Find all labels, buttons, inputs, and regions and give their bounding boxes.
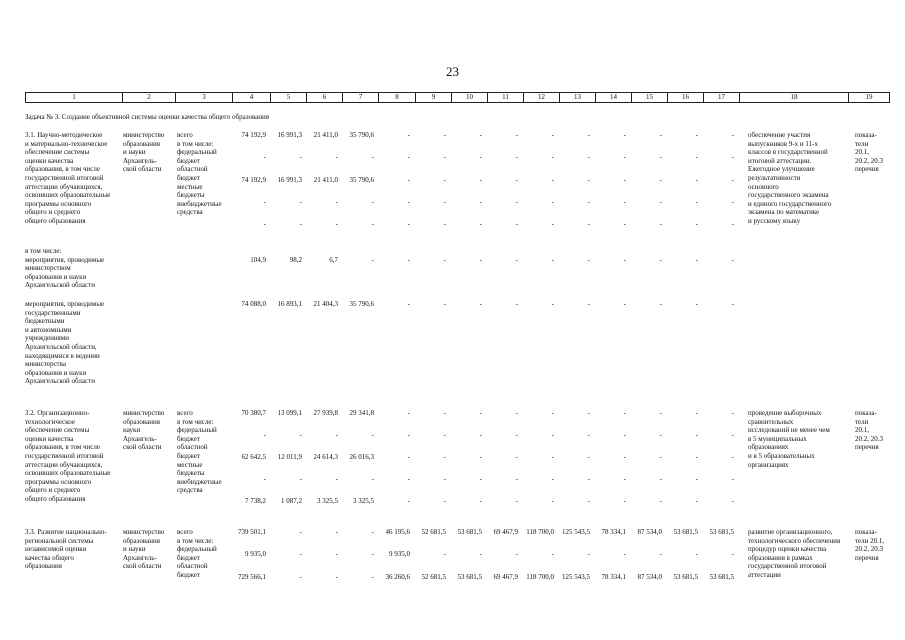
- value-cell: -: [551, 256, 554, 264]
- value-cell: -: [443, 153, 446, 161]
- value-cell: -: [299, 198, 302, 206]
- value-cell: -: [695, 176, 698, 184]
- column-number: 14: [596, 93, 632, 103]
- value-cell: 24 614,3: [313, 453, 338, 461]
- s32-indicator: показа- тели 20.1, 20.2, 20.3 перечня: [855, 409, 883, 452]
- value-cell: -: [263, 475, 266, 483]
- value-cell: -: [731, 131, 734, 139]
- value-cell: -: [695, 453, 698, 461]
- value-cell: 729 566,1: [238, 573, 266, 581]
- s31-sources: всего в том числе: федеральный бюджет областной бюджет местные бюджеты внебюджетные средства: [177, 131, 222, 217]
- column-number: 2: [123, 93, 176, 103]
- value-cell: 87 534,0: [637, 528, 662, 536]
- value-cell: -: [551, 475, 554, 483]
- value-cell: -: [515, 131, 518, 139]
- s32-name: 3.2. Организационно- технологическое обеспечение системы оценки качества образования, в том числе государственной итоговой аттестации обучающихся, освоивших образовательные программы основного общего и среднего общего образования: [25, 409, 111, 503]
- value-cell: 29 341,8: [349, 409, 374, 417]
- value-cell: -: [443, 453, 446, 461]
- value-cell: 118 700,0: [526, 573, 554, 581]
- value-cell: 3 325,5: [317, 497, 338, 505]
- value-cell: -: [587, 431, 590, 439]
- value-cell: -: [695, 131, 698, 139]
- value-cell: 3 325,5: [353, 497, 374, 505]
- s31-inst-label: мероприятия, проводимые государственными бюджетными и автономными учреждениями Архангельской области, находящимися в ведении министерства образования и науки Архангельской области: [25, 300, 105, 386]
- column-number: 3: [176, 93, 233, 103]
- column-number: 13: [560, 93, 596, 103]
- value-cell: -: [479, 497, 482, 505]
- value-cell: -: [587, 256, 590, 264]
- column-number: 8: [379, 93, 416, 103]
- s31-indicator: показа- тели 20.1, 20.2, 20.3 перечня: [855, 131, 883, 174]
- value-cell: 35 790,6: [349, 176, 374, 184]
- value-cell: -: [623, 431, 626, 439]
- value-cell: -: [587, 198, 590, 206]
- value-cell: 74 192,9: [241, 176, 266, 184]
- value-cell: -: [515, 176, 518, 184]
- value-cell: -: [659, 220, 662, 228]
- value-cell: -: [443, 176, 446, 184]
- value-cell: 739 501,1: [238, 528, 266, 536]
- value-cell: -: [515, 153, 518, 161]
- value-cell: -: [551, 550, 554, 558]
- value-cell: -: [407, 431, 410, 439]
- value-cell: 35 790,6: [349, 300, 374, 308]
- value-cell: 69 467,9: [493, 528, 518, 536]
- value-cell: -: [731, 431, 734, 439]
- value-cell: -: [371, 573, 374, 581]
- value-cell: -: [587, 300, 590, 308]
- value-cell: -: [623, 176, 626, 184]
- value-cell: -: [659, 300, 662, 308]
- value-cell: -: [443, 550, 446, 558]
- value-cell: -: [299, 550, 302, 558]
- value-cell: -: [515, 431, 518, 439]
- value-cell: -: [443, 256, 446, 264]
- value-cell: 53 681,5: [709, 528, 734, 536]
- value-cell: -: [335, 220, 338, 228]
- value-cell: -: [335, 198, 338, 206]
- value-cell: 62 642,5: [241, 453, 266, 461]
- value-cell: -: [659, 176, 662, 184]
- value-cell: -: [371, 431, 374, 439]
- column-number: 15: [632, 93, 668, 103]
- value-cell: -: [551, 176, 554, 184]
- value-cell: -: [731, 453, 734, 461]
- value-cell: -: [731, 256, 734, 264]
- column-number-header: [25, 92, 890, 103]
- value-cell: 53 681,5: [457, 573, 482, 581]
- value-cell: -: [659, 497, 662, 505]
- value-cell: 74 192,9: [241, 131, 266, 139]
- value-cell: 46 195,6: [385, 528, 410, 536]
- value-cell: -: [299, 573, 302, 581]
- value-cell: -: [371, 475, 374, 483]
- value-cell: -: [371, 153, 374, 161]
- column-number: 9: [416, 93, 452, 103]
- value-cell: -: [695, 198, 698, 206]
- value-cell: 53 681,5: [673, 528, 698, 536]
- value-cell: -: [695, 431, 698, 439]
- value-cell: -: [551, 409, 554, 417]
- value-cell: -: [659, 475, 662, 483]
- value-cell: -: [407, 220, 410, 228]
- value-cell: -: [443, 198, 446, 206]
- value-cell: -: [551, 497, 554, 505]
- value-cell: -: [335, 550, 338, 558]
- s33-name: 3.3. Развитие национально- региональной системы независимой оценки качества общего образования: [25, 528, 107, 571]
- s31-executor: министерство образования и науки Архангель- ской области: [123, 131, 165, 174]
- value-cell: -: [479, 256, 482, 264]
- value-cell: 125 543,5: [562, 573, 590, 581]
- value-cell: -: [479, 153, 482, 161]
- s33-indicator: показа- тели 20.1, 20.2, 20.3 перечня: [855, 528, 885, 562]
- value-cell: -: [731, 220, 734, 228]
- value-cell: 53 681,5: [673, 573, 698, 581]
- value-cell: 21 411,0: [313, 176, 338, 184]
- value-cell: -: [587, 497, 590, 505]
- value-cell: -: [299, 153, 302, 161]
- value-cell: -: [263, 153, 266, 161]
- s32-executor: министерство образования науки Архангель- ской области: [123, 409, 165, 452]
- value-cell: 98,2: [289, 256, 302, 264]
- value-cell: 9 935,0: [389, 550, 410, 558]
- value-cell: 13 099,1: [277, 409, 302, 417]
- value-cell: 21 404,3: [313, 300, 338, 308]
- value-cell: 21 411,0: [313, 131, 338, 139]
- s32-result: проведение выборочных сравнительных исследований не менее чем в 5 муниципальных образованиях и в 5 образовательных организациях: [748, 409, 830, 469]
- value-cell: 9 935,0: [245, 550, 266, 558]
- value-cell: -: [551, 300, 554, 308]
- value-cell: -: [659, 453, 662, 461]
- value-cell: -: [407, 198, 410, 206]
- value-cell: -: [731, 497, 734, 505]
- value-cell: -: [515, 550, 518, 558]
- value-cell: -: [623, 453, 626, 461]
- s33-result: развитие организационного, технологического обеспечения процедур оценки качества образования в рамках государственной итоговой аттестации: [748, 528, 841, 579]
- value-cell: -: [623, 256, 626, 264]
- value-cell: -: [479, 220, 482, 228]
- value-cell: 69 467,9: [493, 573, 518, 581]
- value-cell: -: [587, 475, 590, 483]
- value-cell: -: [731, 198, 734, 206]
- value-cell: -: [623, 198, 626, 206]
- column-number: 5: [271, 93, 307, 103]
- value-cell: -: [515, 475, 518, 483]
- value-cell: -: [263, 198, 266, 206]
- column-number: 1: [26, 93, 123, 103]
- value-cell: -: [407, 475, 410, 483]
- value-cell: 16 893,1: [277, 300, 302, 308]
- value-cell: -: [407, 176, 410, 184]
- value-cell: -: [587, 409, 590, 417]
- column-number: 16: [668, 93, 704, 103]
- value-cell: -: [659, 409, 662, 417]
- value-cell: -: [335, 475, 338, 483]
- value-cell: -: [407, 256, 410, 264]
- value-cell: 70 380,7: [241, 409, 266, 417]
- value-cell: -: [443, 131, 446, 139]
- value-cell: -: [515, 220, 518, 228]
- column-number: 18: [740, 93, 849, 103]
- value-cell: -: [299, 475, 302, 483]
- value-cell: -: [335, 573, 338, 581]
- value-cell: -: [299, 220, 302, 228]
- value-cell: -: [731, 176, 734, 184]
- value-cell: 87 534,0: [637, 573, 662, 581]
- value-cell: -: [623, 220, 626, 228]
- value-cell: -: [335, 431, 338, 439]
- value-cell: -: [623, 497, 626, 505]
- column-number: 12: [524, 93, 560, 103]
- value-cell: -: [263, 431, 266, 439]
- value-cell: -: [479, 409, 482, 417]
- value-cell: -: [479, 431, 482, 439]
- value-cell: -: [407, 453, 410, 461]
- value-cell: -: [443, 300, 446, 308]
- value-cell: -: [551, 131, 554, 139]
- value-cell: -: [695, 409, 698, 417]
- value-cell: 125 543,5: [562, 528, 590, 536]
- value-cell: -: [695, 497, 698, 505]
- value-cell: -: [479, 550, 482, 558]
- value-cell: 12 011,9: [277, 453, 302, 461]
- value-cell: -: [695, 220, 698, 228]
- value-cell: -: [659, 131, 662, 139]
- value-cell: -: [407, 153, 410, 161]
- value-cell: -: [587, 220, 590, 228]
- value-cell: -: [515, 497, 518, 505]
- value-cell: 52 681,5: [421, 528, 446, 536]
- value-cell: 53 681,5: [457, 528, 482, 536]
- value-cell: -: [587, 550, 590, 558]
- value-cell: -: [587, 176, 590, 184]
- value-cell: 16 991,3: [277, 131, 302, 139]
- value-cell: -: [551, 153, 554, 161]
- value-cell: -: [551, 431, 554, 439]
- value-cell: -: [299, 528, 302, 536]
- value-cell: -: [551, 198, 554, 206]
- value-cell: -: [659, 256, 662, 264]
- value-cell: -: [659, 198, 662, 206]
- value-cell: -: [479, 300, 482, 308]
- value-cell: -: [515, 300, 518, 308]
- value-cell: 26 016,3: [349, 453, 374, 461]
- value-cell: 104,9: [250, 256, 266, 264]
- s33-sources: всего в том числе: федеральный бюджет областной бюджет: [177, 528, 217, 579]
- value-cell: 52 681,5: [421, 573, 446, 581]
- value-cell: -: [587, 153, 590, 161]
- value-cell: -: [479, 453, 482, 461]
- value-cell: -: [551, 453, 554, 461]
- column-number: 19: [849, 93, 890, 103]
- value-cell: -: [731, 300, 734, 308]
- column-number: 4: [233, 93, 271, 103]
- value-cell: -: [587, 453, 590, 461]
- value-cell: -: [407, 300, 410, 308]
- s31-name: 3.1. Научно-методическое и материально-техническое обеспечение системы оценки качества образования, в том числе государственной итоговой аттестации обучающихся, освоивших образовательные программы основного общего и среднего общего образования: [25, 131, 111, 225]
- value-cell: -: [695, 550, 698, 558]
- value-cell: -: [731, 153, 734, 161]
- value-cell: -: [371, 528, 374, 536]
- value-cell: -: [407, 131, 410, 139]
- value-cell: -: [479, 198, 482, 206]
- value-cell: -: [587, 131, 590, 139]
- column-number: 17: [704, 93, 740, 103]
- value-cell: 16 991,3: [277, 176, 302, 184]
- value-cell: -: [299, 431, 302, 439]
- value-cell: -: [515, 198, 518, 206]
- value-cell: -: [443, 497, 446, 505]
- value-cell: 78 334,1: [601, 573, 626, 581]
- value-cell: -: [623, 131, 626, 139]
- value-cell: -: [659, 550, 662, 558]
- value-cell: 35 790,6: [349, 131, 374, 139]
- value-cell: 36 260,6: [385, 573, 410, 581]
- s33-executor: министерство образования и науки Архангель- ской области: [123, 528, 165, 571]
- value-cell: -: [695, 475, 698, 483]
- value-cell: -: [443, 220, 446, 228]
- value-cell: -: [479, 176, 482, 184]
- s31-result: обеспечение участия выпускников 9-х и 11-х классов в государственной итоговой аттестации. Ежегодное улучшение результативности основного государственного экзамена и единого государственного экзамена по математике и русскому языку: [748, 131, 832, 225]
- column-number: 11: [488, 93, 524, 103]
- value-cell: -: [515, 256, 518, 264]
- value-cell: -: [443, 431, 446, 439]
- value-cell: -: [659, 153, 662, 161]
- value-cell: -: [659, 431, 662, 439]
- value-cell: -: [515, 409, 518, 417]
- value-cell: -: [731, 409, 734, 417]
- value-cell: -: [335, 528, 338, 536]
- s31-incl-label: в том числе: мероприятия, проводимые министерством образования и науки Архангельской области: [25, 247, 105, 290]
- value-cell: -: [695, 300, 698, 308]
- value-cell: -: [335, 153, 338, 161]
- value-cell: -: [623, 475, 626, 483]
- task-title: Задача № 3. Создание объективной системы оценки качества общего образования: [25, 113, 270, 121]
- value-cell: -: [371, 550, 374, 558]
- value-cell: -: [695, 153, 698, 161]
- value-cell: -: [263, 220, 266, 228]
- value-cell: -: [407, 409, 410, 417]
- value-cell: 118 700,0: [526, 528, 554, 536]
- s32-sources: всего в том числе: федеральный бюджет областной бюджет местные бюджеты внебюджетные средства: [177, 409, 222, 495]
- value-cell: -: [623, 153, 626, 161]
- value-cell: 7 738,2: [245, 497, 266, 505]
- value-cell: -: [515, 453, 518, 461]
- value-cell: -: [623, 409, 626, 417]
- value-cell: 1 087,2: [281, 497, 302, 505]
- value-cell: -: [443, 475, 446, 483]
- value-cell: -: [731, 550, 734, 558]
- value-cell: 27 939,8: [313, 409, 338, 417]
- column-number: 6: [307, 93, 343, 103]
- value-cell: -: [371, 220, 374, 228]
- value-cell: -: [623, 550, 626, 558]
- value-cell: -: [443, 409, 446, 417]
- value-cell: 6,7: [329, 256, 338, 264]
- value-cell: 78 334,1: [601, 528, 626, 536]
- value-cell: 53 681,5: [709, 573, 734, 581]
- page-number: 23: [446, 64, 459, 79]
- value-cell: -: [479, 131, 482, 139]
- value-cell: -: [731, 475, 734, 483]
- value-cell: -: [623, 300, 626, 308]
- value-cell: -: [551, 220, 554, 228]
- column-number: 7: [343, 93, 379, 103]
- value-cell: 74 088,0: [241, 300, 266, 308]
- value-cell: -: [371, 198, 374, 206]
- value-cell: -: [695, 256, 698, 264]
- column-number: 10: [452, 93, 488, 103]
- value-cell: -: [371, 256, 374, 264]
- value-cell: -: [407, 497, 410, 505]
- value-cell: -: [479, 475, 482, 483]
